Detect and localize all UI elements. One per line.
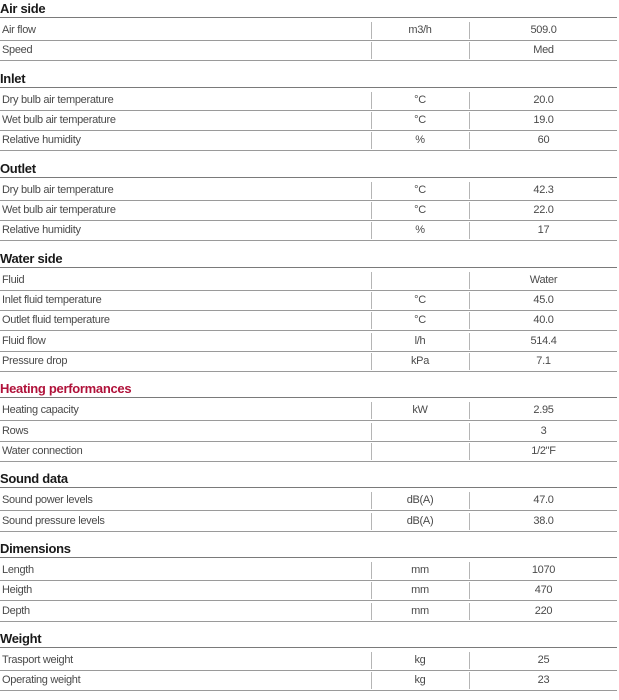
spec-label: Inlet fluid temperature: [2, 294, 102, 306]
spec-value: Water: [529, 274, 558, 286]
section-title: Weight: [0, 631, 42, 646]
section-rule: [0, 557, 617, 558]
spec-unit: [372, 421, 468, 441]
spec-value: 7.1: [536, 355, 551, 367]
column-divider: [371, 353, 372, 370]
column-divider: [469, 423, 470, 440]
column-divider: [469, 353, 470, 370]
column-divider: [469, 603, 470, 620]
spec-row: [0, 90, 617, 111]
column-divider: [371, 652, 372, 669]
column-divider: [469, 132, 470, 149]
spec-label: Depth: [2, 605, 30, 617]
spec-row: [0, 200, 617, 221]
spec-value: 45.0: [533, 294, 554, 306]
column-divider: [371, 423, 372, 440]
column-divider: [469, 312, 470, 329]
spec-value: 40.0: [533, 314, 554, 326]
spec-unit: dB(A): [406, 515, 434, 527]
spec-unit: kW: [412, 404, 428, 416]
column-divider: [469, 672, 470, 689]
spec-row: [0, 511, 617, 532]
spec-value: 25: [537, 654, 550, 666]
spec-label: Sound pressure levels: [2, 515, 105, 527]
column-divider: [469, 272, 470, 289]
section-title: Air side: [0, 1, 46, 16]
column-divider: [371, 202, 372, 219]
column-divider: [371, 292, 372, 309]
spec-row: [0, 580, 617, 601]
column-divider: [469, 42, 470, 59]
spec-value: 1070: [531, 564, 556, 576]
spec-label: Outlet fluid temperature: [2, 314, 110, 326]
spec-row: [0, 180, 617, 201]
spec-label: Relative humidity: [2, 224, 81, 236]
column-divider: [371, 312, 372, 329]
spec-value: 23: [537, 674, 550, 686]
column-divider: [371, 182, 372, 199]
spec-label: Rows: [2, 425, 29, 437]
spec-row: [0, 421, 617, 442]
spec-unit: mm: [411, 584, 429, 596]
spec-row: [0, 400, 617, 421]
spec-unit: %: [415, 134, 425, 146]
column-divider: [371, 112, 372, 129]
spec-row: [0, 310, 617, 331]
spec-value: 3: [540, 425, 547, 437]
section-title: Heating performances: [0, 381, 132, 397]
spec-label: Trasport weight: [2, 654, 73, 666]
spec-value: 2.95: [533, 404, 554, 416]
column-divider: [469, 202, 470, 219]
column-divider: [371, 562, 372, 579]
spec-label: Air flow: [2, 24, 36, 36]
section-rule: [0, 487, 617, 488]
column-divider: [371, 222, 372, 239]
spec-unit: °C: [414, 184, 426, 196]
spec-value: 47.0: [533, 494, 554, 506]
column-divider: [469, 562, 470, 579]
spec-label: Heating capacity: [2, 404, 79, 416]
spec-row: [0, 441, 617, 462]
spec-label: Heigth: [2, 584, 32, 596]
column-divider: [371, 492, 372, 509]
section-rule: [0, 17, 617, 18]
section-rule: [0, 177, 617, 178]
spec-unit: °C: [414, 114, 426, 126]
column-divider: [371, 132, 372, 149]
spec-value: 20.0: [533, 94, 554, 106]
spec-row: [0, 20, 617, 41]
spec-unit: kPa: [410, 355, 430, 367]
spec-label: Dry bulb air temperature: [2, 184, 114, 196]
spec-unit: °C: [414, 314, 426, 326]
spec-value: 22.0: [533, 204, 554, 216]
spec-row: [0, 220, 617, 241]
section-title: Outlet: [0, 160, 36, 176]
spec-unit: kg: [414, 674, 426, 686]
spec-value: 38.0: [533, 515, 554, 527]
spec-row: [0, 670, 617, 691]
spec-row: [0, 130, 617, 151]
column-divider: [371, 672, 372, 689]
section-title: Dimensions: [0, 541, 71, 556]
column-divider: [371, 92, 372, 109]
column-divider: [469, 652, 470, 669]
spec-value: 17: [537, 224, 550, 236]
spec-value: 514.4: [530, 335, 557, 347]
spec-value: 19.0: [533, 114, 554, 126]
column-divider: [371, 582, 372, 599]
spec-label: Relative humidity: [2, 134, 81, 146]
spec-unit: dB(A): [406, 494, 434, 506]
spec-unit: [372, 40, 468, 60]
spec-unit: l/h: [414, 335, 426, 347]
spec-unit: °C: [414, 294, 426, 306]
spec-unit: mm: [411, 564, 429, 576]
column-divider: [371, 22, 372, 39]
spec-value: 470: [534, 584, 553, 596]
spec-label: Sound power levels: [2, 494, 93, 506]
column-divider: [371, 513, 372, 530]
spec-label: Wet bulb air temperature: [2, 204, 116, 216]
column-divider: [371, 42, 372, 59]
spec-row: [0, 351, 617, 372]
spec-unit: [372, 270, 468, 290]
section-rule: [0, 87, 617, 88]
spec-value: 1/2"F: [531, 445, 556, 457]
section-title: Sound data: [0, 471, 68, 487]
spec-unit: m3/h: [408, 24, 432, 36]
spec-value: 60: [537, 134, 550, 146]
column-divider: [469, 92, 470, 109]
spec-label: Water connection: [2, 445, 83, 457]
column-divider: [469, 582, 470, 599]
column-divider: [469, 492, 470, 509]
spec-row: [0, 270, 617, 291]
spec-value: 42.3: [533, 184, 554, 196]
column-divider: [469, 292, 470, 309]
spec-unit: [372, 441, 468, 461]
spec-unit: mm: [411, 605, 429, 617]
spec-label: Wet bulb air temperature: [2, 114, 116, 126]
column-divider: [469, 22, 470, 39]
spec-row: [0, 110, 617, 131]
spec-unit: °C: [414, 94, 426, 106]
spec-label: Dry bulb air temperature: [2, 94, 114, 106]
column-divider: [371, 333, 372, 350]
spec-row: [0, 650, 617, 671]
column-divider: [469, 222, 470, 239]
spec-row: [0, 560, 617, 581]
spec-label: Fluid flow: [2, 335, 46, 347]
spec-unit: %: [415, 224, 425, 236]
section-rule: [0, 647, 617, 648]
spec-row: [0, 331, 617, 352]
section-title: Water side: [0, 250, 63, 266]
spec-value: 220: [534, 605, 553, 617]
spec-unit: kg: [414, 654, 426, 666]
column-divider: [469, 513, 470, 530]
spec-value: 509.0: [530, 24, 557, 36]
spec-label: Pressure drop: [2, 355, 68, 367]
column-divider: [469, 402, 470, 419]
spec-row: [0, 601, 617, 622]
spec-label: Length: [2, 564, 34, 576]
spec-unit: °C: [414, 204, 426, 216]
spec-row: [0, 490, 617, 511]
spec-label: Speed: [2, 44, 33, 56]
spec-row: [0, 40, 617, 61]
section-title: Inlet: [0, 70, 26, 86]
spec-label: Operating weight: [2, 674, 81, 686]
section-rule: [0, 397, 617, 398]
spec-row: [0, 290, 617, 311]
column-divider: [371, 402, 372, 419]
section-rule: [0, 267, 617, 268]
column-divider: [469, 182, 470, 199]
column-divider: [469, 112, 470, 129]
column-divider: [371, 272, 372, 289]
column-divider: [371, 443, 372, 460]
spec-value: Med: [533, 44, 554, 56]
column-divider: [371, 603, 372, 620]
column-divider: [469, 333, 470, 350]
spec-label: Fluid: [2, 274, 25, 286]
column-divider: [469, 443, 470, 460]
